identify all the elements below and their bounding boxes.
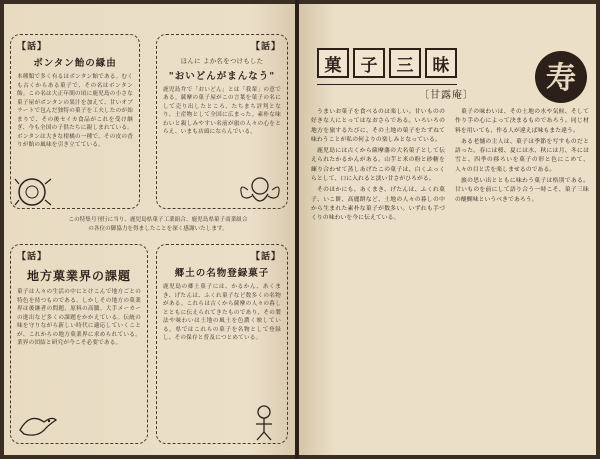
right-page	[299, 4, 596, 455]
essay-paragraph: 鹿児島には古くから薩摩藩の大名菓子として伝えられたかるかんがある。山芋と米の粉と砂糖を練り合わせて蒸しあげたこの菓子は、白くふっくらとして、口に入れると淡い甘さがひろがる。	[311, 148, 445, 183]
essay-paragraph: うまいお菓子を食べるのは楽しい。甘いものの好きな人にとってはなおさらである。いろいろの地方を旅するたびに、その土地の菓子をたずねて味わうことが私の何よりの楽しみとなっている。	[311, 109, 445, 143]
left-page	[4, 4, 295, 455]
article-tag: 【話】	[250, 252, 281, 262]
essay-title	[317, 48, 461, 78]
essay-column	[311, 108, 445, 226]
article-title: 郷土の名物登録菓子	[174, 268, 270, 279]
article-body: 本種類で多く有るはボンタン飴である。むくも古くからある菓子で、その名はボンタン飴。この名は大正年間の頃に鹿児島の小さな菓子屋がボンタンの果汁を加えて、甘いオブラートで包んだ独特の菓子を工夫したのが始まりで、その後セイカ食品がこれを受け継ぎ、今も全国の子供たちに親しまれている。ボンタンは大きな柑橘の一種で、その皮の香りが飴の風味を引き立てている。	[17, 74, 133, 148]
title-char: 菓	[317, 48, 349, 78]
article-subtitle: ほんに よか名をつけもした	[180, 57, 264, 65]
cherub-illustration	[236, 172, 282, 212]
essay-text-columns	[311, 108, 589, 226]
acknowledgement-caption: この特集号刊行に当り、鹿児島県菓子工業組合、鹿児島県菓子商業組合の各位の御協力を得ましたことを深く感謝いたします。	[68, 217, 248, 232]
title-underline	[317, 84, 457, 85]
candy-illustration	[14, 174, 54, 210]
title-char: 昧	[425, 48, 457, 78]
essay-paragraph: 菓子の味わいは、その土地の水や気候、そして作り手の心によって決まるものであろう。同じ材料を用いても、作る人が違えば味もまた違う。	[455, 109, 589, 134]
article-tag: 【話】	[250, 42, 281, 52]
article-title: "おいどんがまんなう"	[168, 70, 276, 82]
article-body: 菓子は人々の生活の中にとけこんで地方ごとの特色を持つものである。しかしその地方の菓業界は後継者の問題、原料の高騰、大手メーカーの進出など多くの課題をかかえている。伝統の味を守りながら新しい時代に適応していくことが、これからの地方菓業界に求められている。業界の団結と研究が今こそ必要である。	[17, 289, 141, 346]
article-tag: 【話】	[17, 42, 48, 52]
title-char: 三	[389, 48, 421, 78]
essay-paragraph: ある老舗の主人は、菓子は季節を写すものだと語った。春には桜、夏には水、秋には月、冬には雪と、四季の移ろいを菓子の形と色にこめて、人々の目と舌を楽しませるのである。	[455, 138, 589, 173]
article-tag: 【話】	[17, 252, 48, 262]
article-title: 地方菓業界の課題	[26, 269, 131, 283]
essay-paragraph: 旅の思い出とともに味わう菓子は格別である。甘いものを前にして語り合う一時こそ、菓子三昧の醍醐味というべきであろう。	[455, 178, 589, 203]
figure-illustration	[244, 402, 284, 442]
article-title: ボンタン飴の縁由	[33, 58, 117, 69]
bird-illustration	[16, 406, 60, 442]
title-char: 子	[353, 48, 385, 78]
seal-char: 寿	[546, 61, 576, 96]
article-body: 鹿児島弁で「おいどん」とは「我輩」の意である。薩摩の菓子屋がこの言葉を菓子の名にして売り出したところ、たちまち評判となり、土産物として全国に広まった。素朴な味わいと親しみやすい名前が旅の人々の心をとらえ、いまも店頭にならんでいる。	[163, 86, 281, 135]
kotobuki-seal-icon	[531, 48, 591, 106]
article-body: 鹿児島の郷土菓子には、かるかん、あくまき、げたんは、ふくれ菓子など数多くの名物がある。これらは古くから薩摩の人々の暮しとともに伝えられてきたものであり、その製法や味わいは土地の風土を色濃く映している。県ではこれらの菓子を名物として登録し、その保存と普及につとめている。	[163, 284, 281, 341]
essay-paragraph: そのほかにも、あくまき、げたんは、ふくれ菓子、いこ餅、高麗餅など、土地の人々の暮しの中から生まれた素朴な菓子が数多い。いずれも手づくりの味わいを今に伝えている。	[311, 187, 445, 222]
essay-author: 〔甘露庵〕	[419, 90, 474, 101]
essay-column	[455, 108, 589, 226]
